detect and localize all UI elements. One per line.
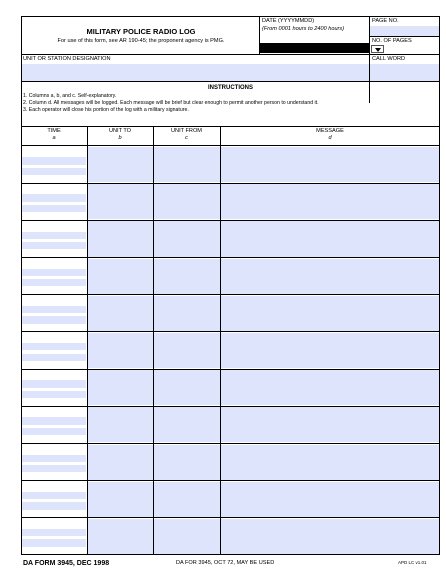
time-field-end[interactable]: [22, 539, 86, 546]
unit-from-field[interactable]: [154, 147, 220, 182]
unit-from-field[interactable]: [154, 407, 220, 442]
time-field-end[interactable]: [22, 428, 86, 435]
time-field-end[interactable]: [22, 168, 86, 175]
unit-from-field[interactable]: [154, 333, 220, 368]
unit-from-field[interactable]: [154, 482, 220, 517]
instruction-line-1: 1. Columns a, b, and c. Self-explanatory.: [23, 93, 117, 99]
supersedes-note: DA FOR 3945, OCT 72, MAY BE USED: [176, 560, 275, 566]
time-field-start[interactable]: [22, 417, 86, 424]
date-sublabel: (From 0001 hours to 2400 hours): [262, 26, 345, 32]
chevron-down-icon: [375, 48, 381, 52]
message-field[interactable]: [221, 147, 439, 182]
col-header-message: MESSAGE: [316, 128, 344, 134]
col-letter-unit-to: b: [118, 135, 122, 141]
col-letter-message: d: [328, 135, 332, 141]
time-field-start[interactable]: [22, 194, 86, 201]
unit-to-field[interactable]: [88, 407, 153, 442]
time-field-end[interactable]: [22, 279, 86, 286]
page-no-label: PAGE NO.: [372, 18, 399, 24]
message-field[interactable]: [221, 370, 439, 405]
call-word-label: CALL WORD: [372, 56, 406, 62]
unit-to-field[interactable]: [88, 333, 153, 368]
unit-from-field[interactable]: [154, 445, 220, 480]
unit-to-field[interactable]: [88, 370, 153, 405]
col-header-time: TIME: [47, 128, 61, 134]
date-field[interactable]: [260, 43, 369, 53]
unit-from-field[interactable]: [154, 259, 220, 294]
time-field-start[interactable]: [22, 492, 86, 499]
unit-label: UNIT OR STATION DESIGNATION: [23, 56, 111, 62]
unit-to-field[interactable]: [88, 259, 153, 294]
unit-field[interactable]: [22, 64, 369, 81]
message-field[interactable]: [221, 221, 439, 256]
form-id: DA FORM 3945, DEC 1998: [23, 560, 110, 567]
unit-from-field[interactable]: [154, 184, 220, 219]
instruction-line-2: 2. Column d. All messages will be logged. Each message will be brief but clear enough to permit another person to understand it.: [23, 100, 319, 106]
message-field[interactable]: [221, 482, 439, 517]
time-field-start[interactable]: [22, 306, 86, 313]
unit-from-field[interactable]: [154, 296, 220, 331]
column-header-bottom-line: [21, 145, 440, 146]
instructions-bottom-line: [21, 126, 440, 127]
time-field-start[interactable]: [22, 455, 86, 462]
unit-to-field[interactable]: [88, 184, 153, 219]
time-field-end[interactable]: [22, 465, 86, 472]
time-field-start[interactable]: [22, 157, 86, 164]
col-letter-time: a: [52, 135, 56, 141]
unit-to-field[interactable]: [88, 482, 153, 517]
time-field-start[interactable]: [22, 343, 86, 350]
message-field[interactable]: [221, 407, 439, 442]
instruction-line-3: 3. Each operator will close his portion of the log with a military signature.: [23, 107, 189, 113]
message-field[interactable]: [221, 445, 439, 480]
unit-bottom-line: [21, 81, 440, 82]
time-field-end[interactable]: [22, 391, 86, 398]
instructions-title: INSTRUCTIONS: [208, 85, 253, 91]
message-field[interactable]: [221, 333, 439, 368]
unit-to-field[interactable]: [88, 445, 153, 480]
message-field[interactable]: [221, 184, 439, 219]
date-label: DATE (YYYYMMDD): [262, 18, 315, 24]
time-field-end[interactable]: [22, 205, 86, 212]
unit-to-field[interactable]: [88, 147, 153, 182]
unit-from-field[interactable]: [154, 519, 220, 554]
time-field-start[interactable]: [22, 529, 86, 536]
time-field-end[interactable]: [22, 242, 86, 249]
unit-to-field[interactable]: [88, 221, 153, 256]
unit-to-field[interactable]: [88, 519, 153, 554]
unit-from-field[interactable]: [154, 370, 220, 405]
form-subtitle: For use of this form, see AR 190-45; the proponent agency is PMG.: [57, 38, 225, 44]
header-bottom-line: [21, 54, 440, 55]
time-field-end[interactable]: [22, 502, 86, 509]
no-of-pages-dropdown[interactable]: [371, 45, 384, 53]
no-of-pages-label: NO. OF PAGES: [372, 38, 412, 44]
time-field-start[interactable]: [22, 380, 86, 387]
col-header-unit-from: UNIT FROM: [171, 128, 202, 134]
message-field[interactable]: [221, 296, 439, 331]
message-field[interactable]: [221, 259, 439, 294]
form-title: MILITARY POLICE RADIO LOG: [86, 27, 196, 36]
page-no-field[interactable]: [370, 26, 439, 36]
time-field-start[interactable]: [22, 269, 86, 276]
version-label: APD LC v1.01: [398, 560, 427, 565]
time-field-end[interactable]: [22, 316, 86, 323]
col-letter-unit-from: c: [185, 135, 188, 141]
message-field[interactable]: [221, 519, 439, 554]
call-word-field[interactable]: [370, 64, 439, 81]
unit-to-field[interactable]: [88, 296, 153, 331]
page-divider: [369, 36, 440, 37]
col-header-unit-to: UNIT TO: [108, 128, 132, 134]
unit-from-field[interactable]: [154, 221, 220, 256]
time-field-end[interactable]: [22, 354, 86, 361]
time-field-start[interactable]: [22, 232, 86, 239]
